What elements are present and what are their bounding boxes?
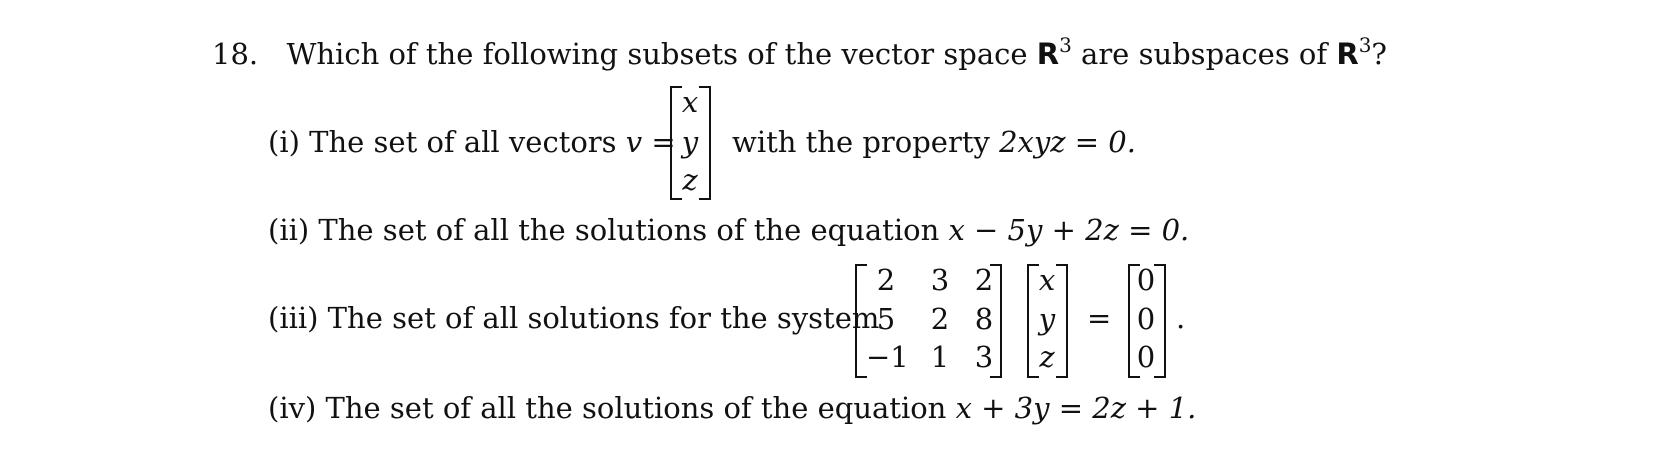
part-iv-equation: x + 3y = 2z + 1.: [955, 391, 1197, 425]
matrix-cell: 2: [876, 263, 896, 297]
zero-entry: 0: [1136, 302, 1156, 336]
zero-entry: 0: [1136, 263, 1156, 297]
part-i-text-after: with the property: [732, 125, 1000, 159]
part-iii-period: .: [1176, 301, 1186, 335]
matrix-cell: 3: [930, 263, 950, 297]
exponent: 3: [1059, 33, 1072, 57]
matrix-cell: 3: [974, 340, 994, 374]
matrix-cell: 5: [876, 302, 896, 336]
part-ii-label: (ii): [268, 213, 310, 247]
vector-entry-y: y: [681, 125, 699, 159]
question-text-middle: are subspaces of: [1071, 37, 1337, 71]
real-space-symbol: R: [1036, 37, 1060, 71]
question-line: [212, 33, 1387, 71]
part-i-text: The set of all vectors: [309, 125, 626, 159]
part-iv-label: (iv): [268, 391, 317, 425]
part-ii-line: [268, 213, 1190, 247]
exponent-2: 3: [1358, 33, 1372, 57]
question-text: Which of the following subsets of the vector space: [286, 37, 1037, 71]
matrix-cell: 1: [930, 340, 950, 374]
vector-variable: v: [625, 125, 643, 159]
part-iii-line: [268, 301, 880, 335]
vector-entry-x: x: [681, 85, 699, 119]
part-i-property: 2xyz = 0.: [999, 125, 1136, 159]
part-i-line: [268, 125, 676, 159]
matrix-cell: 8: [974, 302, 994, 336]
part-iv-line: [268, 391, 1197, 425]
vector-entry-y: y: [1038, 302, 1056, 336]
vector-entry-x: x: [1038, 263, 1056, 297]
vector-entry-z: z: [682, 163, 698, 197]
part-iii-label: (iii): [268, 301, 319, 335]
equals-sign: =: [642, 125, 676, 159]
question-mark: ?: [1371, 37, 1387, 71]
real-space-symbol-2: R: [1336, 37, 1359, 71]
zero-entry: 0: [1136, 340, 1156, 374]
matrix-cell: −1: [866, 340, 909, 374]
question-number: 18.: [212, 37, 259, 71]
part-i-label: (i): [268, 125, 300, 159]
part-iv-text: The set of all the solutions of the equation: [325, 391, 956, 425]
vector-entry-z: z: [1039, 340, 1055, 374]
part-i-property-line: [732, 125, 1136, 159]
part-ii-equation: x − 5y + 2z = 0.: [948, 213, 1190, 247]
part-ii-text: The set of all the solutions of the equation: [318, 213, 949, 247]
matrix-cell: 2: [974, 263, 994, 297]
part-iii-text: The set of all solutions for the system: [327, 301, 880, 335]
matrix-cell: 2: [930, 302, 950, 336]
matrix-equals-sign: =: [1087, 301, 1112, 335]
